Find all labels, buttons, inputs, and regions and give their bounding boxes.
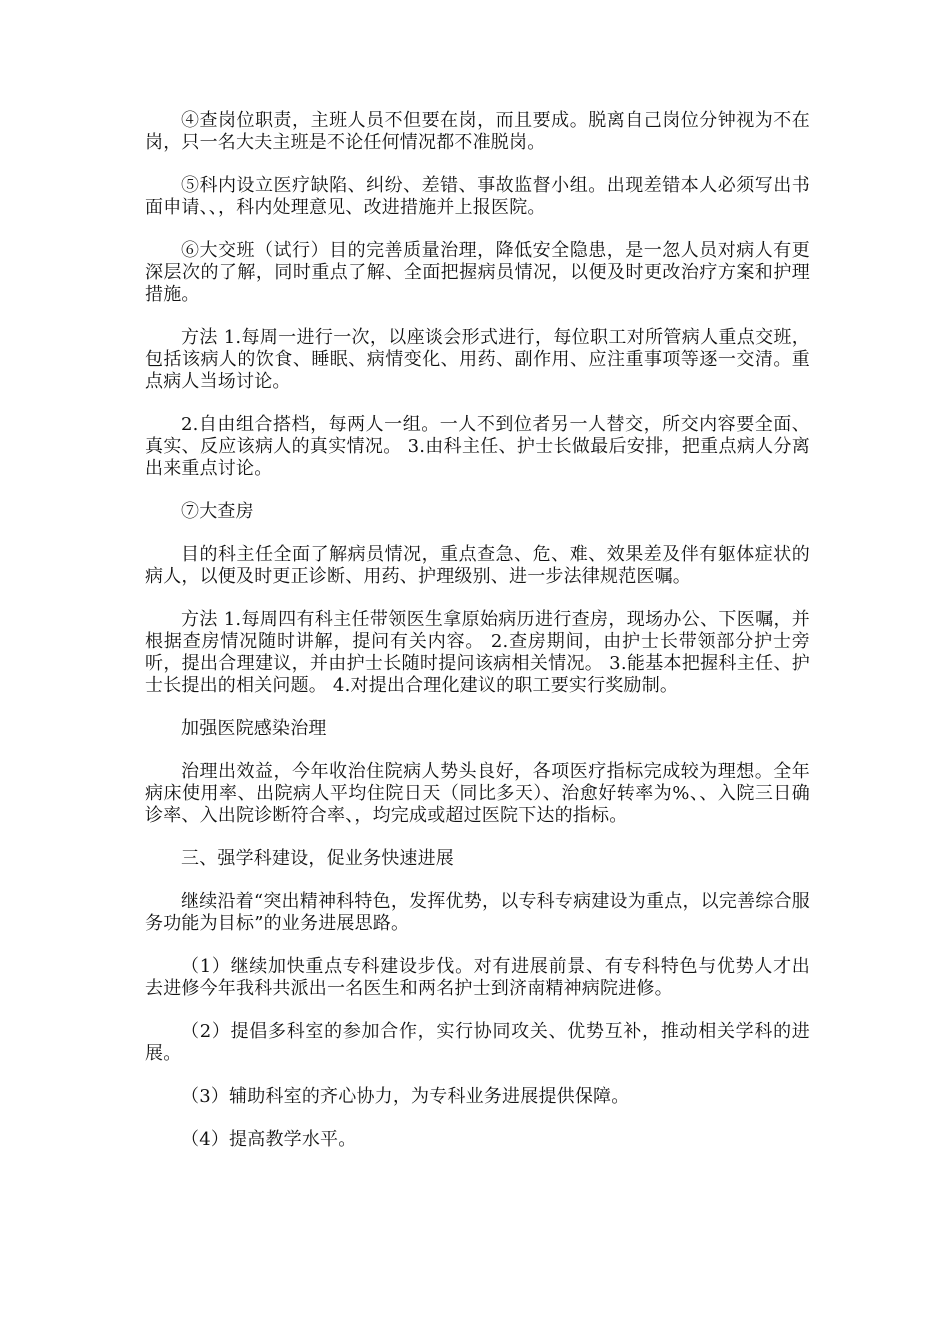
heading-infection-control: 加强医院感染治理 — [181, 718, 327, 739]
heading-ward-round: ⑦大查房 — [181, 501, 254, 522]
paragraph-development-approach: 继续沿着“突出精神科特色，发挥优势，以专科专病建设为重点，以完善综合服务功能为目标”的业务进展思路。 — [145, 891, 810, 934]
document-page — [145, 110, 810, 1172]
list-item-3: （3）辅助科室的齐心协力，为专科业务进展提供保障。 — [181, 1086, 630, 1107]
list-item-1: （1）继续加快重点专科建设步伐。对有进展前景、有专科特色与优势人才出去进修今年我科共派出一名医生和两名护士到济南精神病院进修。 — [145, 956, 810, 999]
paragraph-supervision-group: ⑤科内设立医疗缺陷、纠纷、差错、事故监督小组。出现差错本人必须写出书面申请、、，科内处理意见、改进措施并上报医院。 — [145, 175, 810, 218]
paragraph-ward-round-purpose: 目的科主任全面了解病员情况，重点查急、危、难、效果差及伴有躯体症状的病人，以便及时更正诊断、用药、护理级别、进一步法律规范医嘱。 — [145, 544, 810, 587]
paragraph-ward-round-method: 方法 1.每周四有科主任带领医生拿原始病历进行查房，现场办公、下医嘱，并根据查房情况随时讲解，提问有关内容。 2.查房期间，由护士长带领部分护士旁听，提出合理建议，并由护士长随时提问该病相关情况。 3.能基本把握科主任、护士长提出的相关问题。 4.对提出合理化建议的职工要实行奖励制。 — [145, 609, 810, 696]
heading-discipline-building: 三、强学科建设，促业务快速进展 — [181, 848, 454, 869]
list-item-4: （4）提高教学水平。 — [181, 1129, 357, 1150]
list-item-2: （2）提倡多科室的参加合作，实行协同攻关、优势互补，推动相关学科的进展。 — [145, 1021, 810, 1064]
paragraph-management-results: 治理出效益，今年收治住院病人势头良好，各项医疗指标完成较为理想。全年病床使用率、出院病人平均住院日天（同比多天）、治愈好转率为%、、入院三日确诊率、入出院诊断符合率、，均完成或超过医院下达的指标。 — [145, 761, 810, 826]
paragraph-handover-method-2: 2.自由组合搭档，每两人一组。一人不到位者另一人替交，所交内容要全面、真实、反应该病人的真实情况。 3.由科主任、护士长做最后安排，把重点病人分离出来重点讨论。 — [145, 414, 810, 479]
paragraph-handover-method-1: 方法 1.每周一进行一次，以座谈会形式进行，每位职工对所管病人重点交班，包括该病人的饮食、睡眠、病情变化、用药、副作用、应注重事项等逐一交清。重点病人当场讨论。 — [145, 327, 810, 392]
paragraph-shift-handover: ⑥大交班（试行）目的完善质量治理，降低安全隐患，是一忽人员对病人有更深层次的了解，同时重点了解、全面把握病员情况，以便及时更改治疗方案和护理措施。 — [145, 240, 810, 305]
paragraph-post-duty: ④查岗位职责，主班人员不但要在岗，而且要成。脱离自己岗位分钟视为不在岗，只一名大夫主班是不论任何情况都不准脱岗。 — [145, 110, 810, 153]
